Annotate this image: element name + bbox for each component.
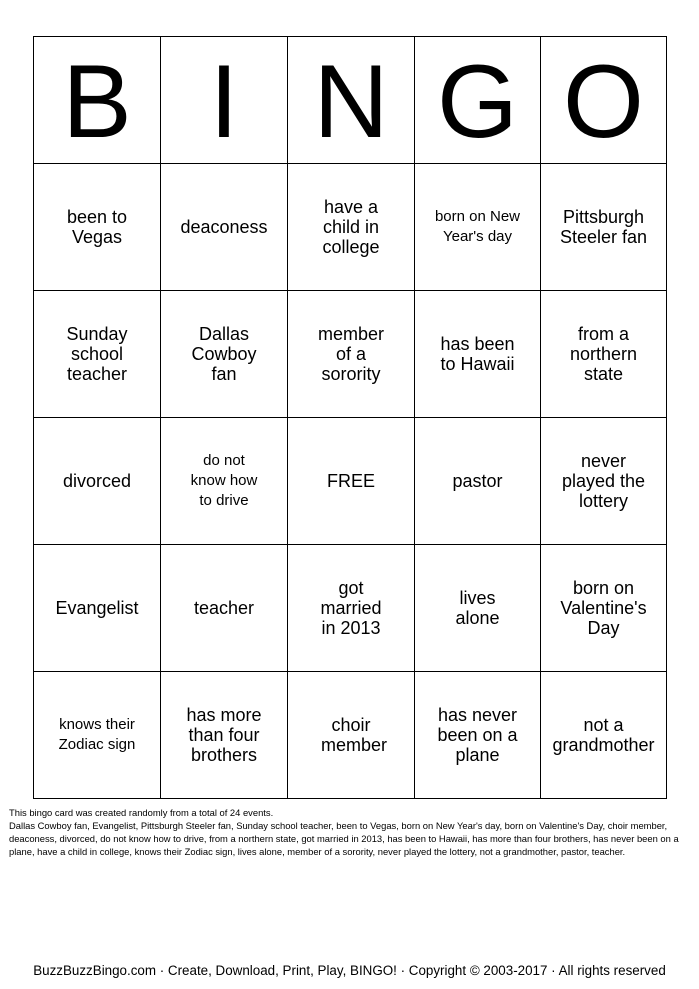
bingo-cell-i4 [161,545,288,672]
bingo-cell-b4 [34,545,161,672]
bingo-cell-text: Pittsburgh Steeler fan [559,207,648,247]
bingo-cell-text: FREE [326,471,375,491]
card-info-summary: This bingo card was created randomly from a total of 24 events. [9,807,274,818]
bingo-cell-n3 [288,418,415,545]
bingo-row [34,545,667,672]
bingo-cell-text: never played the lottery [561,451,646,511]
header-letter-i: I [161,37,288,164]
bingo-cell-g1 [415,164,541,291]
bingo-grid [34,164,667,799]
bingo-cell-i3 [161,418,288,545]
header-letter-o: O [541,37,667,164]
bingo-cell-text: do not know how to drive [190,452,258,509]
bingo-cell-o4 [541,545,667,672]
bingo-cell-text: divorced [62,471,132,491]
bingo-cell-text: Dallas Cowboy fan [191,324,257,384]
bingo-cell-i2 [161,291,288,418]
bingo-cell-text: pastor [452,471,503,491]
bingo-cell-text: got married in 2013 [320,578,382,638]
bingo-cell-text: has more than four brothers [186,705,262,765]
header-letter-n: N [288,37,415,164]
header-letter-b: B [34,37,161,164]
bingo-cell-n2 [288,291,415,418]
bingo-cell-text: deaconess [180,217,268,237]
bingo-cell-o1 [541,164,667,291]
bingo-cell-o5 [541,672,667,799]
bingo-cell-i1 [161,164,288,291]
bingo-cell-text: Evangelist [55,598,139,618]
bingo-cell-text: born on Valentine's Day [560,578,647,638]
bingo-row [34,164,667,291]
bingo-cell-text: teacher [193,598,255,618]
bingo-cell-b5 [34,672,161,799]
bingo-row [34,418,667,545]
bingo-row [34,672,667,799]
bingo-cell-o2 [541,291,667,418]
bingo-cell-b2 [34,291,161,418]
bingo-row [34,291,667,418]
bingo-cell-text: from a northern state [569,324,638,384]
card-info-events: Dallas Cowboy fan, Evangelist, Pittsburgh Steeler fan, Sunday school teacher, been to Vegas, born on New Year's day, born on Valentine's Day, choir member, deaconess, divorced, do not know how to drive, from a northern state, got married in 2013, has been to Hawaii, has more than four brothers, has never been on a plane, have a child in college, knows their Zodiac sign, lives alone, member of a sorority, never played the lottery, not a grandmother, pastor, teacher. [9,820,679,857]
bingo-cell-g3 [415,418,541,545]
bingo-cell-g2 [415,291,541,418]
bingo-cell-text: member of a sorority [317,324,384,384]
bingo-cell-text: been to Vegas [66,207,128,247]
bingo-header-row [34,37,667,164]
bingo-cell-text: choir member [321,715,388,755]
bingo-cell-b3 [34,418,161,545]
bingo-cell-text: has been to Hawaii [440,334,515,374]
card-info [9,806,692,858]
site-footer: BuzzBuzzBingo.com · Create, Download, Print, Play, BINGO! · Copyright © 2003-2017 · All rights reserved [33,963,666,978]
bingo-cell-text: has never been on a plane [437,705,518,765]
bingo-cell-text: not a grandmother [552,715,655,755]
bingo-cell-g5 [415,672,541,799]
bingo-cell-text: knows their Zodiac sign [58,716,136,753]
bingo-cell-n5 [288,672,415,799]
bingo-cell-n1 [288,164,415,291]
bingo-cell-text: lives alone [455,588,500,628]
bingo-cell-i5 [161,672,288,799]
bingo-cell-o3 [541,418,667,545]
bingo-card [33,36,667,799]
bingo-cell-text: born on New Year's day [434,208,521,245]
bingo-cell-b1 [34,164,161,291]
bingo-cell-g4 [415,545,541,672]
bingo-cell-text: Sunday school teacher [66,324,128,384]
header-letter-g: G [415,37,541,164]
bingo-cell-n4 [288,545,415,672]
bingo-cell-text: have a child in college [322,197,380,257]
